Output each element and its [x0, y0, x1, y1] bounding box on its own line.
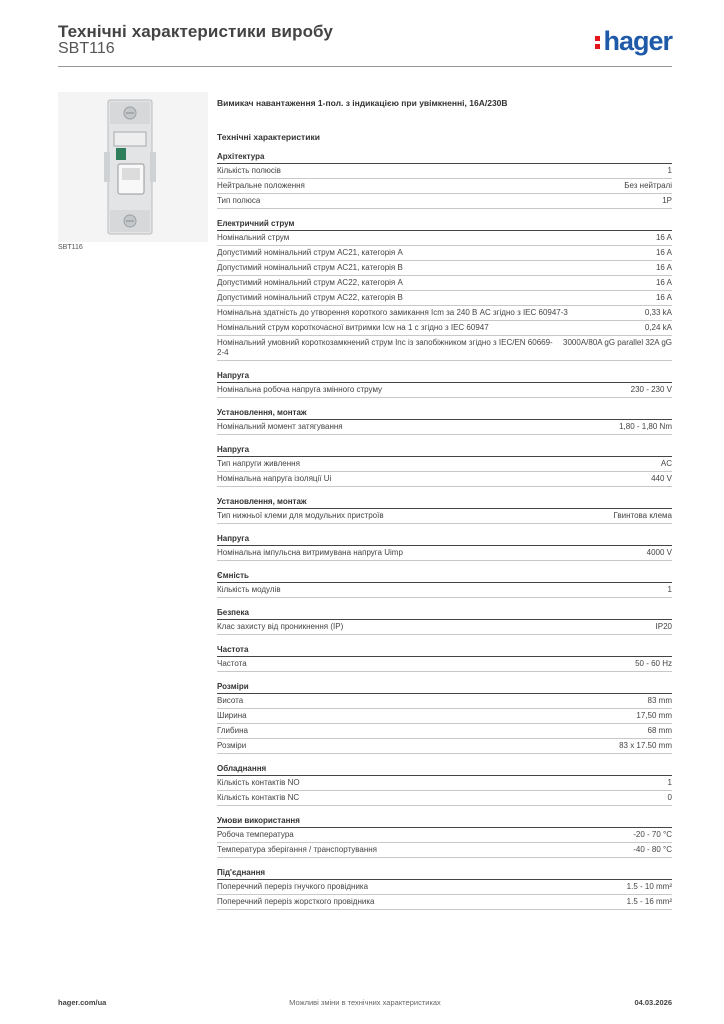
spec-value: 50 - 60 Hz	[635, 659, 672, 668]
spec-value: 16 A	[655, 233, 672, 242]
spec-row	[217, 895, 672, 910]
spec-label: Глибина	[217, 726, 248, 735]
product-code: SBT116	[58, 40, 115, 57]
spec-group	[217, 534, 672, 561]
spec-group-title: Частота	[217, 645, 672, 657]
spec-row	[217, 231, 672, 246]
product-image	[58, 92, 208, 242]
spec-row	[217, 261, 672, 276]
spec-row	[217, 321, 672, 336]
spec-value: 3000A/80A gG parallel 32A gG	[563, 338, 672, 347]
spec-value: -40 - 80 °C	[633, 845, 672, 854]
spec-label: Кількість полюсів	[217, 166, 281, 175]
spec-label: Номінальний струм	[217, 233, 290, 242]
spec-value: 1	[667, 778, 672, 787]
spec-value: 0,33 kA	[644, 308, 672, 317]
spec-value: -20 - 70 °C	[633, 830, 672, 839]
spec-group-title: Установлення, монтаж	[217, 408, 672, 420]
spec-row	[217, 509, 672, 524]
spec-row	[217, 791, 672, 806]
spec-row	[217, 179, 672, 194]
spec-value: 0	[667, 793, 672, 802]
spec-row	[217, 776, 672, 791]
spec-row	[217, 246, 672, 261]
spec-row	[217, 194, 672, 209]
spec-label: Тип полюса	[217, 196, 261, 205]
spec-value: 83 mm	[647, 696, 672, 705]
spec-label: Кількість контактів NC	[217, 793, 300, 802]
spec-group	[217, 868, 672, 910]
spec-value: 68 mm	[647, 726, 672, 735]
spec-label: Робоча температура	[217, 830, 294, 839]
spec-label: Допустимий номінальний струм AC21, категорія A	[217, 248, 403, 257]
spec-group-title: Установлення, монтаж	[217, 497, 672, 509]
spec-label: Номінальний умовний короткозамкнений струм Inc із запобіжником згідно з IEC/EN 60669-2-4	[217, 338, 553, 357]
spec-value: 1P	[662, 196, 672, 205]
spec-value: 16 A	[655, 278, 672, 287]
spec-label: Поперечний переріз жорсткого провідника	[217, 897, 375, 906]
spec-group	[217, 152, 672, 209]
spec-row	[217, 739, 672, 754]
spec-label: Нейтральне положення	[217, 181, 305, 190]
header-divider	[58, 66, 672, 67]
spec-row	[217, 694, 672, 709]
spec-row	[217, 828, 672, 843]
logo-dots-icon	[595, 33, 601, 52]
spec-row	[217, 843, 672, 858]
spec-label: Тип нижньої клеми для модульних пристроїв	[217, 511, 384, 520]
spec-group	[217, 816, 672, 858]
spec-label: Номінальна напруга ізоляції Ui	[217, 474, 332, 483]
spec-group	[217, 571, 672, 598]
spec-label: Поперечний переріз гнучкого провідника	[217, 882, 369, 891]
spec-group-title: Під'єднання	[217, 868, 672, 880]
spec-value: 16 A	[655, 293, 672, 302]
spec-value: 1	[667, 166, 672, 175]
spec-label: Клас захисту від проникнення (IP)	[217, 622, 344, 631]
spec-row	[217, 457, 672, 472]
spec-row	[217, 880, 672, 895]
spec-value: AC	[660, 459, 672, 468]
spec-row	[217, 164, 672, 179]
spec-group	[217, 764, 672, 806]
spec-value: 17,50 mm	[636, 711, 672, 720]
spec-row	[217, 420, 672, 435]
footer-date: 04.03.2026	[634, 998, 672, 1007]
spec-content	[217, 98, 672, 920]
spec-label: Висота	[217, 696, 244, 705]
spec-label: Номінальний момент затягування	[217, 422, 343, 431]
section-title: Технічні характеристики	[217, 132, 320, 142]
spec-row	[217, 620, 672, 635]
spec-value: Гвинтова клема	[613, 511, 672, 520]
spec-group-title: Архітектура	[217, 152, 672, 164]
spec-group	[217, 497, 672, 524]
spec-value: IP20	[655, 622, 672, 631]
spec-row	[217, 383, 672, 398]
spec-label: Тип напруги живлення	[217, 459, 300, 468]
spec-value: 16 A	[655, 248, 672, 257]
spec-label: Допустимий номінальний струм AC22, категорія A	[217, 278, 403, 287]
spec-group	[217, 682, 672, 754]
footer-disclaimer: Можливі зміни в технічних характеристиках	[289, 998, 441, 1007]
spec-label: Допустимий номінальний струм AC22, категорія B	[217, 293, 403, 302]
spec-row	[217, 583, 672, 598]
page-title: Технічні характеристики виробу	[58, 22, 333, 41]
spec-label: Номінальна здатність до утворення короткого замикання Icm за 240 В AC згідно з IEC 60947-3	[217, 308, 568, 317]
spec-row	[217, 657, 672, 672]
spec-label: Номінальний струм короткочасної витримки Icw на 1 с згідно з IEC 60947	[217, 323, 489, 332]
spec-row	[217, 276, 672, 291]
spec-value: 230 - 230 V	[630, 385, 672, 394]
spec-row	[217, 291, 672, 306]
footer-website-link[interactable]: hager.com/ua	[58, 998, 107, 1007]
product-description: Вимикач навантаження 1-пол. з індикацією при увімкненні, 16А/230В	[217, 98, 508, 108]
spec-group-title: Умови використання	[217, 816, 672, 828]
spec-group-title: Напруга	[217, 534, 672, 546]
spec-group-title: Розміри	[217, 682, 672, 694]
spec-group-title: Напруга	[217, 445, 672, 457]
image-caption: SBT116	[58, 244, 83, 251]
spec-group	[217, 608, 672, 635]
spec-value: 1.5 - 16 mm²	[626, 897, 672, 906]
spec-label: Ширина	[217, 711, 247, 720]
spec-label: Температура зберігання / транспортування	[217, 845, 378, 854]
spec-value: Без нейтралі	[624, 181, 672, 190]
spec-group	[217, 445, 672, 487]
spec-group-title: Електричний струм	[217, 219, 672, 231]
spec-label: Кількість модулів	[217, 585, 281, 594]
spec-group	[217, 371, 672, 398]
spec-value: 440 V	[651, 474, 672, 483]
spec-row	[217, 724, 672, 739]
spec-row	[217, 546, 672, 561]
spec-group-title: Ємність	[217, 571, 672, 583]
spec-label: Розміри	[217, 741, 247, 750]
spec-group	[217, 219, 672, 361]
hager-logo: hager	[595, 26, 672, 57]
spec-group-title: Обладнання	[217, 764, 672, 776]
spec-value: 1	[667, 585, 672, 594]
spec-group-title: Безпека	[217, 608, 672, 620]
spec-group	[217, 408, 672, 435]
spec-row	[217, 709, 672, 724]
spec-row	[217, 472, 672, 487]
spec-label: Номінальна робоча напруга змінного струму	[217, 385, 383, 394]
spec-group	[217, 645, 672, 672]
spec-row	[217, 336, 672, 361]
spec-label: Кількість контактів NO	[217, 778, 300, 787]
spec-row	[217, 306, 672, 321]
spec-label: Частота	[217, 659, 247, 668]
spec-value: 4000 V	[646, 548, 672, 557]
spec-group-title: Напруга	[217, 371, 672, 383]
spec-label: Номінальна імпульсна витримувана напруга Uimp	[217, 548, 403, 557]
spec-value: 1,80 - 1,80 Nm	[619, 422, 672, 431]
spec-groups	[217, 152, 672, 910]
spec-value: 16 A	[655, 263, 672, 272]
spec-value: 0,24 kA	[644, 323, 672, 332]
spec-value: 83 x 17.50 mm	[619, 741, 672, 750]
spec-label: Допустимий номінальний струм AC21, категорія B	[217, 263, 403, 272]
spec-value: 1.5 - 10 mm²	[626, 882, 672, 891]
